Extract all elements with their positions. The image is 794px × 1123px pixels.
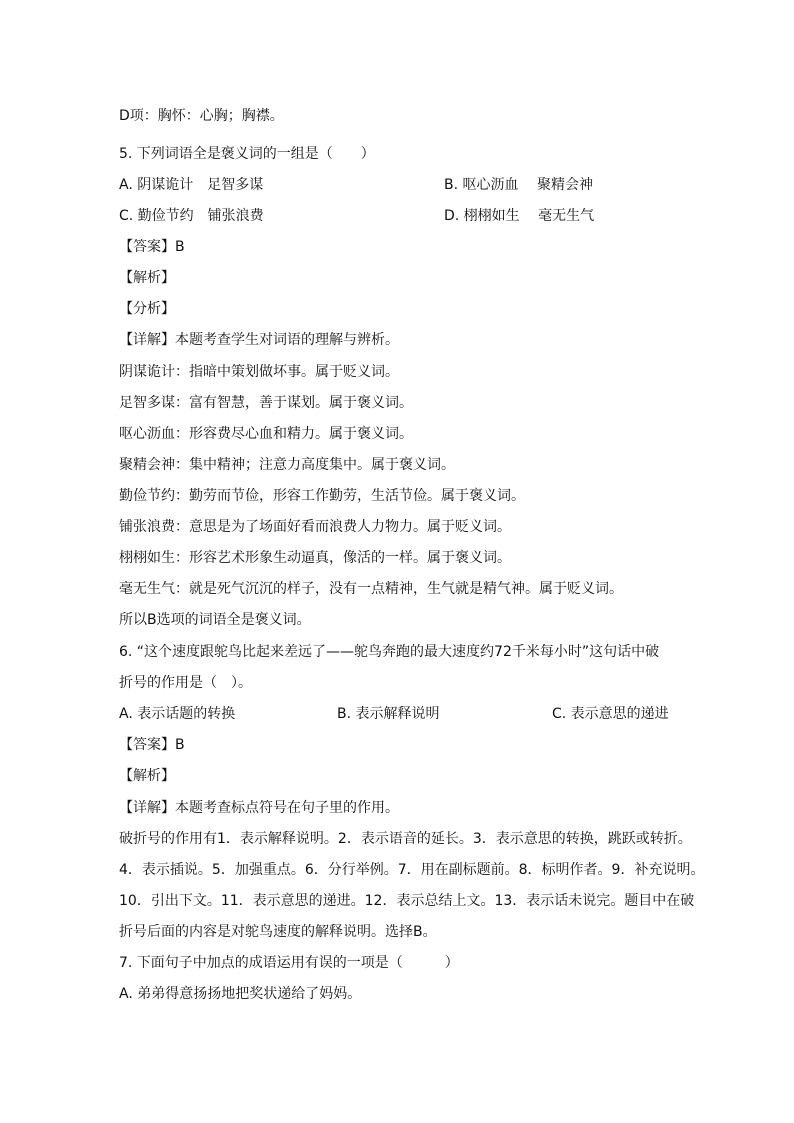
- q6-analysis-heading: 【解析】: [119, 768, 175, 784]
- q6-detail-line: 破折号的作用有1．表示解释说明。2．表示语音的延长。3．表示意思的转换，跳跃或转折。: [119, 831, 692, 847]
- q5-option-b: B. 呕心沥血 聚精会神: [444, 177, 593, 193]
- question-5: 5. 下列词语全是褒义词的一组是（ ）: [119, 146, 375, 162]
- q5-detail-line: 足智多谋：富有智慧，善于谋划。属于褒义词。: [119, 395, 413, 411]
- q7-option-a: A. 弟弟得意扬扬地把奖状递给了妈妈。: [119, 986, 362, 1002]
- q5-answer: 【答案】B: [119, 239, 185, 255]
- question-6-cont: 折号的作用是（ ）。: [119, 675, 252, 691]
- q5-option-c: C. 勤俭节约 铺张浪费: [119, 208, 264, 224]
- q5-analysis-heading: 【解析】: [119, 270, 175, 286]
- q5-detail: 【详解】本题考查学生对词语的理解与辨析。: [119, 332, 399, 348]
- q5-fenxi-heading: 【分析】: [119, 301, 175, 317]
- q5-detail-line: 铺张浪费：意思是为了场面好看而浪费人力物力。属于贬义词。: [119, 519, 511, 535]
- q6-option-a: A. 表示话题的转换: [119, 706, 236, 722]
- q5-option-a: A. 阴谋诡计 足智多谋: [119, 177, 264, 193]
- question-7: 7. 下面句子中加点的成语运用有误的一项是（ ）: [119, 955, 459, 971]
- q5-detail-line: 栩栩如生：形容艺术形象生动逼真，像活的一样。属于褒义词。: [119, 550, 511, 566]
- q6-option-c: C. 表示意思的递进: [552, 706, 669, 722]
- q6-option-b: B. 表示解释说明: [337, 706, 440, 722]
- option-d-explanation: D项：胸怀：心胸；胸襟。: [119, 108, 284, 124]
- q5-detail-line: 毫无生气：就是死气沉沉的样子，没有一点精神，生气就是精气神。属于贬义词。: [119, 581, 623, 597]
- q5-option-d: D. 栩栩如生 毫无生气: [444, 208, 595, 224]
- q5-detail-line: 阴谋诡计：指暗中策划做坏事。属于贬义词。: [119, 364, 399, 380]
- q5-detail-line: 勤俭节约：勤劳而节俭，形容工作勤劳，生活节俭。属于褒义词。: [119, 488, 525, 504]
- q6-detail: 【详解】本题考查标点符号在句子里的作用。: [119, 800, 399, 816]
- q6-detail-line: 折号后面的内容是对鸵鸟速度的解释说明。选择B。: [119, 924, 437, 940]
- q5-detail-line: 呕心沥血：形容费尽心血和精力。属于褒义词。: [119, 426, 413, 442]
- q6-answer: 【答案】B: [119, 737, 185, 753]
- q6-detail-line: 10．引出下文。11．表示意思的递进。12．表示总结上文。13．表示话未说完。题目中在破: [119, 893, 695, 909]
- q5-detail-line: 聚精会神：集中精神；注意力高度集中。属于褒义词。: [119, 457, 455, 473]
- question-6: 6. “这个速度跟鸵鸟比起来差远了——鸵鸟奔跑的最大速度约72千米每小时”这句话中破: [119, 644, 660, 660]
- q5-conclusion: 所以B选项的词语全是褒义词。: [119, 612, 311, 628]
- q6-detail-line: 4．表示插说。5．加强重点。6．分行举例。7．用在副标题前。8．标明作者。9．补充说明。: [119, 862, 705, 878]
